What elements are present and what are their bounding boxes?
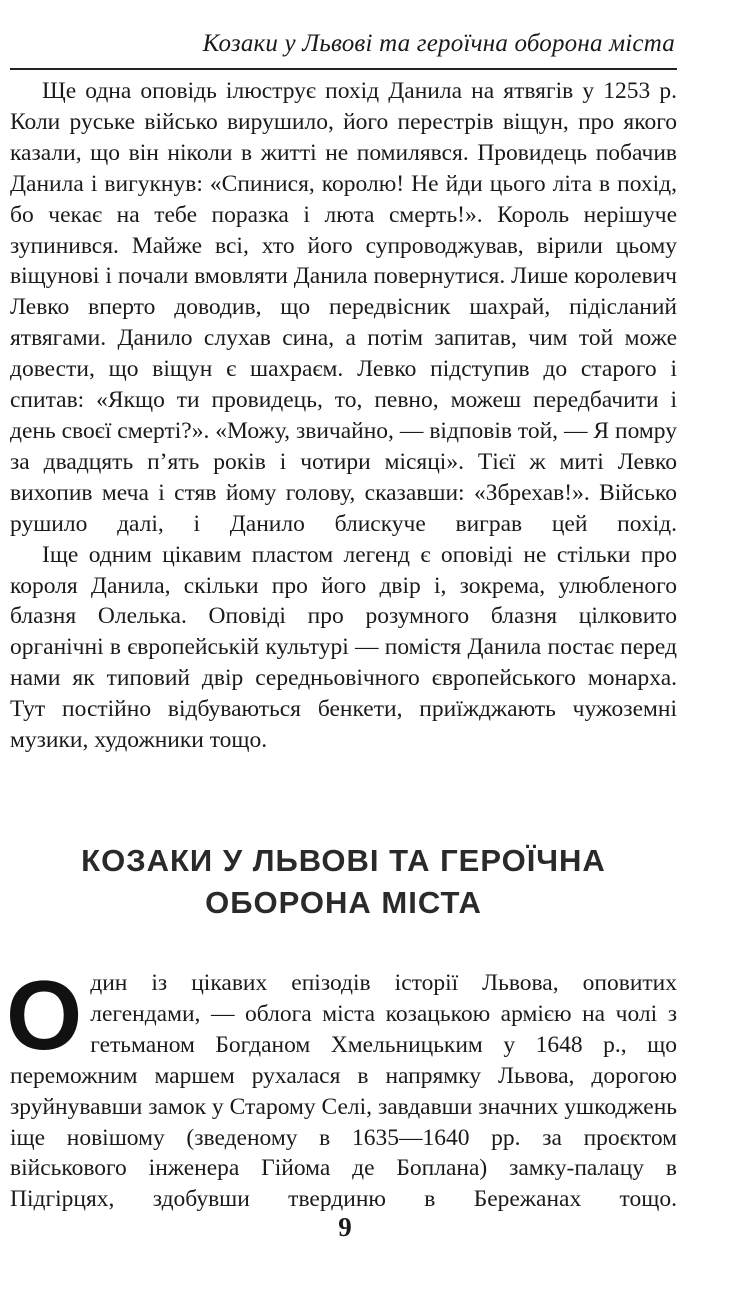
section-heading: [10, 840, 677, 924]
page-number: 9: [338, 1212, 352, 1242]
paragraph-prophet-story: Ще одна оповідь ілюструє похід Данила на ятвягів у 1253 р. Коли руське військо вирушило, його перестрів віщун, про якого казали, що він ніколи в житті не помилявся. Провидець побачив Данила і вигукнув: «Спинися, королю! Не йди цього літа в похід, бо чекає на тебе поразка і люта смерть!». Король нерішуче зупинився. Майже всі, хто його супроводжував, вірили цьому віщунові і почали вмовляти Данила повернутися. Лише королевич Левко вперто доводив, що передвісник шахрай, підісланий ятвягами. Данило слухав сина, а потім запитав, чим той може довести, що віщун є шахраєм. Левко підступив до старого і спитав: «Якщо ти провидець, то, певно, можеш передбачити і день своєї смерті?». «Можу, звичайно, — відповів той, — Я помру за двадцять п’ять років і чотири місяці». Тієї ж миті Левко вихопив меча і стяв йому голову, сказавши: «Збрехав!». Військо рушило далі, і Данило блискуче виграв цей похід.: [10, 78, 677, 537]
section-heading-line-1: КОЗАКИ У ЛЬВОВІ ТА ГЕРОЇЧНА: [81, 843, 606, 878]
section-danylo-stories: [10, 76, 677, 756]
paragraph-siege-of-lviv: дин із цікавих епізодів історії Львова, оповитих легендами, — облога міста козацькою армією на чолі з гетьманом Богданом Хмельницьким у 1648 р., що переможним маршем рухалася в напрямку Львова, дорогою зруйнувавши замок у Старому Селі, завдавши значних ушкоджень іще новішому (зведеному в 1635—1640 рр. за проєктом військового інженера Гійома де Боплана) замку-палацу в Підгірцях, здобувши твердиню в Бережанах тощо.: [10, 970, 677, 1213]
running-head-title: Козаки у Львові та героїчна оборона міста: [202, 30, 675, 57]
section-cossacks-lviv: [6, 960, 677, 1215]
drop-cap: О: [6, 960, 83, 1070]
paragraph-jester-story: Іще одним цікавим пластом легенд є оповіді не стільки про короля Данила, скільки про його двір і, зокрема, улюбленого блазня Олелька. Оповіді про розумного блазня цілковито органічні в європейській культурі — помістя Данила постає перед нами як типовий двір середньовічного європейського монарха. Тут постійно відбуваються бенкети, приїжджають чужоземні музики, художники тощо.: [10, 541, 677, 754]
section-heading-line-2: ОБОРОНА МІСТА: [205, 885, 482, 920]
running-head: [10, 30, 677, 70]
